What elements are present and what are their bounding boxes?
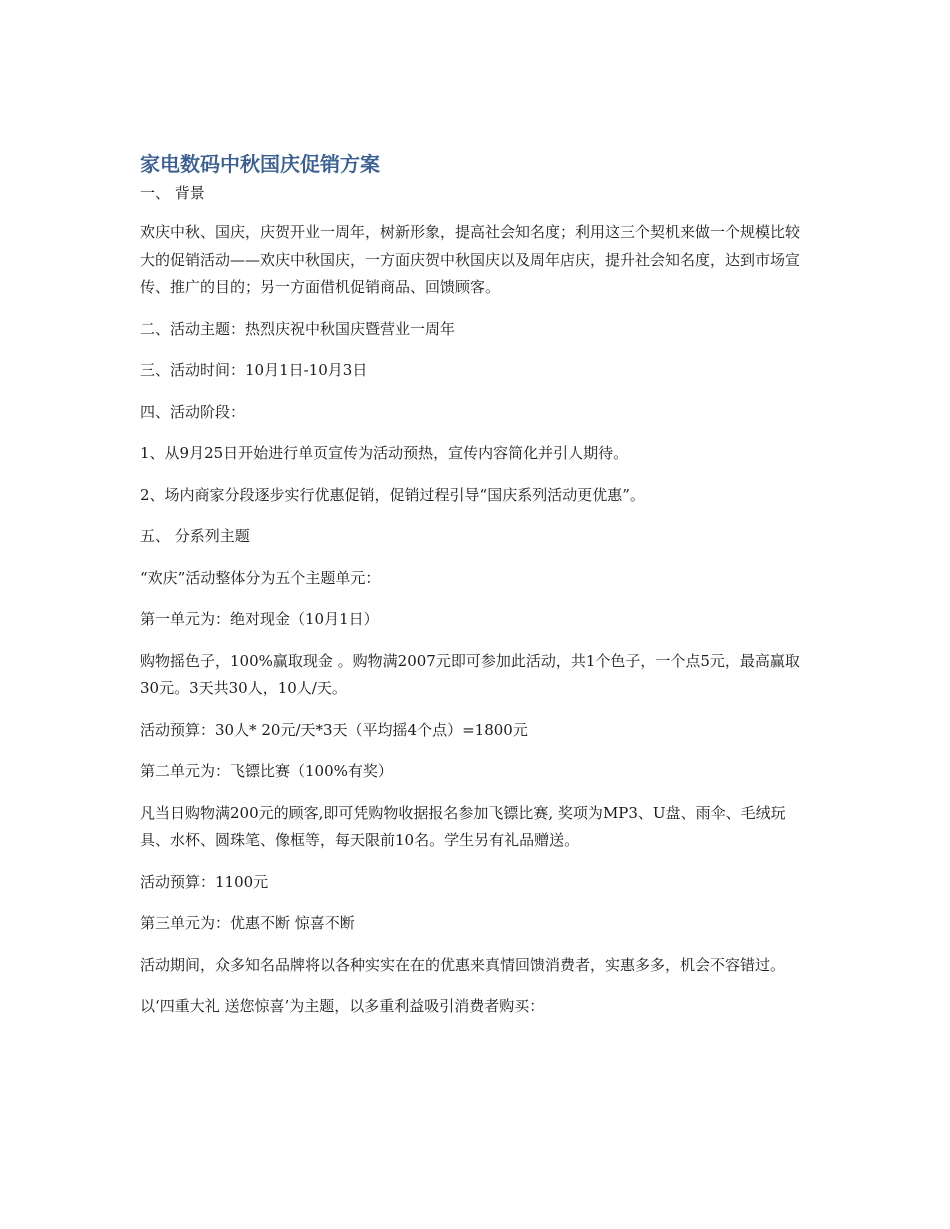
section-heading-background: 一、 背景 xyxy=(140,184,205,202)
document-title: 家电数码中秋国庆促销方案 xyxy=(140,152,380,176)
paragraph-activity-stages: 四、活动阶段： xyxy=(140,402,246,421)
paragraph-unit-1-title: 第一单元为：绝对现金（10月1日） xyxy=(140,610,379,628)
paragraph-stage-2: 2、场内商家分段逐步实行优惠促销，促销过程引导“国庆系列活动更优惠”。 xyxy=(140,485,645,504)
paragraph-unit-3-detail: 活动期间，众多知名品牌将以各种实实在在的优惠来真情回馈消费者，实惠多多，机会不容错过。 xyxy=(140,955,786,974)
paragraph-stage-1: 1、从9月25日开始进行单页宣传为活动预热，宣传内容简化并引人期待。 xyxy=(140,444,629,462)
paragraph-activity-time: 三、活动时间：10月1日-10月3日 xyxy=(140,361,368,379)
paragraph-unit-2-title: 第二单元为：飞镖比赛（100%有奖） xyxy=(140,762,393,780)
document-page xyxy=(140,148,810,1035)
paragraph-unit-1-budget: 活动预算：30人* 20元/天*3天（平均摇4个点）=1800元 xyxy=(140,720,528,739)
paragraph-activity-theme: 二、活动主题：热烈庆祝中秋国庆暨营业一周年 xyxy=(140,319,456,338)
paragraph-five-units: “欢庆”活动整体分为五个主题单元： xyxy=(140,568,381,587)
paragraph-background-text: 欢庆中秋、国庆，庆贺开业一周年，树新形象，提高社会知名度；利用这三个契机来做一个规模比较大的促销活动——欢庆中秋国庆，一方面庆贺中秋国庆以及周年店庆，提升社会知名度，达到市场宣传、推广的目的；另一方面借机促销商品、回馈顾客。 xyxy=(140,223,801,296)
paragraph-unit-2-detail: 凡当日购物满200元的顾客,即可凭购物收据报名参加飞镖比赛, 奖项为MP3、U盘、雨伞、毛绒玩具、水杯、圆珠笔、像框等，每天限前10名。学生另有礼品赠送。 xyxy=(140,803,786,849)
paragraph-unit-2-budget: 活动预算：1100元 xyxy=(140,872,269,891)
paragraph-unit-3-title: 第三单元为：优惠不断 惊喜不断 xyxy=(140,914,355,932)
paragraph-unit-3-gifts: 以‘四重大礼 送您惊喜’为主题，以多重利益吸引消费者购买： xyxy=(140,997,545,1015)
section-heading-series: 五、 分系列主题 xyxy=(140,527,250,545)
paragraph-unit-1-detail: 购物摇色子，100%赢取现金 。购物满2007元即可参加此活动，共1个色子，一个点5元，最高赢取30元。3天共30人，10人/天。 xyxy=(140,651,800,697)
